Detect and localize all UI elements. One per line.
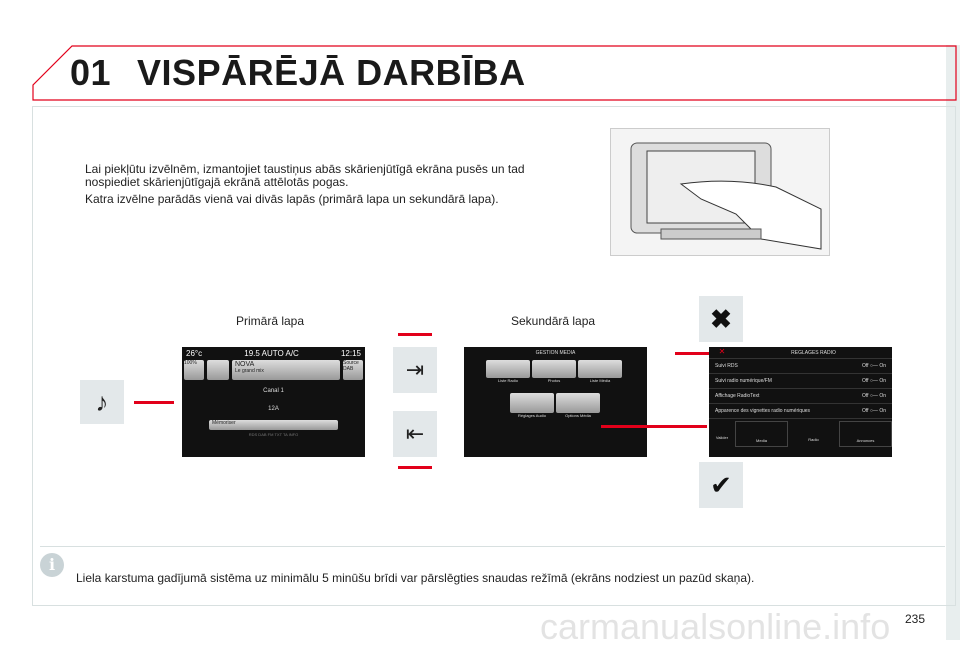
media-options-button[interactable]: Options Média bbox=[565, 413, 591, 418]
media-button-icon[interactable]: ♪ bbox=[80, 380, 124, 424]
previous-page-icon[interactable]: ⇤ bbox=[393, 411, 437, 457]
primary-screen bbox=[182, 347, 365, 457]
setting-row[interactable]: Affichage RadioText Off ○— On bbox=[709, 389, 892, 404]
block: 12A bbox=[268, 406, 279, 412]
radio-tab[interactable]: Radio bbox=[808, 437, 819, 442]
arrow-right bbox=[134, 401, 174, 404]
setting-row[interactable]: Apparence des vignettes radio numériques Off ○— On bbox=[709, 404, 892, 419]
info-icon: i bbox=[40, 553, 64, 577]
touchscreen-hand-illustration bbox=[610, 128, 830, 256]
arrow-left bbox=[398, 466, 432, 469]
audio-settings-button[interactable]: Réglages Audio bbox=[517, 413, 547, 418]
media-list-button[interactable]: Liste Média bbox=[589, 378, 611, 383]
settings-title: REGLAGES RADIO bbox=[791, 350, 836, 356]
confirm-check-icon[interactable]: ✔ bbox=[699, 462, 743, 508]
validate-tab[interactable]: Valider bbox=[715, 435, 729, 440]
channel: Canal 1 bbox=[263, 388, 284, 394]
temperature: 26°c bbox=[186, 349, 203, 358]
screen-footer: RDS DAB FM TXT TA INFO bbox=[248, 432, 299, 437]
climate: 19.5 AUTO A/C bbox=[244, 349, 299, 358]
close-x-icon[interactable]: ✕ bbox=[718, 347, 726, 356]
source-button[interactable]: Source bbox=[343, 360, 359, 366]
divider bbox=[40, 546, 945, 547]
media-title: GESTION MEDIA bbox=[535, 350, 576, 356]
chapter-title: VISPĀRĒJĀ DARBĪBA bbox=[137, 52, 526, 93]
watermark: carmanualsonline.info bbox=[540, 606, 891, 647]
radio-settings-screen bbox=[709, 347, 892, 457]
setting-row[interactable]: Suivi RDS Off ○— On bbox=[709, 359, 892, 374]
photos-button[interactable]: Photos bbox=[547, 378, 561, 383]
note-text: Liela karstuma gadījumā sistēma uz minimālu 5 minūšu brīdi var pārslēgties snaudas režīmā (ekrāns nodziest un pazūd skaņa). bbox=[76, 571, 755, 585]
volume-button[interactable]: 100% bbox=[184, 360, 204, 380]
station-name: NOVA bbox=[235, 361, 255, 368]
primary-page-label: Primārā lapa bbox=[236, 314, 305, 328]
clock: 12:15 bbox=[340, 349, 361, 358]
arrow-right bbox=[601, 425, 707, 428]
media-tab[interactable]: Media bbox=[735, 421, 788, 447]
next-page-icon[interactable]: ⇥ bbox=[393, 347, 437, 393]
arrow-right bbox=[398, 333, 432, 336]
intro-line: Katra izvēlne parādās vienā vai divās lapās (primārā lapa un sekundārā lapa). bbox=[85, 192, 499, 206]
intro-line: Lai piekļūtu izvēlnēm, izmantojiet taustiņus abās skārienjūtīgā ekrāna pusēs un tad bbox=[85, 162, 525, 176]
memorise-button[interactable]: Mémoriser bbox=[209, 420, 338, 430]
chapter-number: 01 bbox=[70, 52, 112, 93]
setting-row[interactable]: Suivi radio numérique/FM Off ○— On bbox=[709, 374, 892, 389]
intro-line: nospiediet skārienjūtīgajā ekrānā attēlotās pogas. bbox=[85, 175, 349, 189]
page-title bbox=[70, 52, 526, 94]
secondary-page-label: Sekundārā lapa bbox=[511, 314, 596, 328]
announcements-tab[interactable]: Annonces bbox=[839, 421, 892, 447]
page-number: 235 bbox=[905, 612, 926, 626]
media-screen bbox=[464, 347, 647, 457]
close-icon[interactable]: ✖ bbox=[699, 296, 743, 342]
radio-list-button[interactable]: Liste Radio bbox=[497, 378, 518, 383]
band: DAB bbox=[343, 366, 354, 372]
program-name: Le grand mix bbox=[235, 368, 264, 374]
